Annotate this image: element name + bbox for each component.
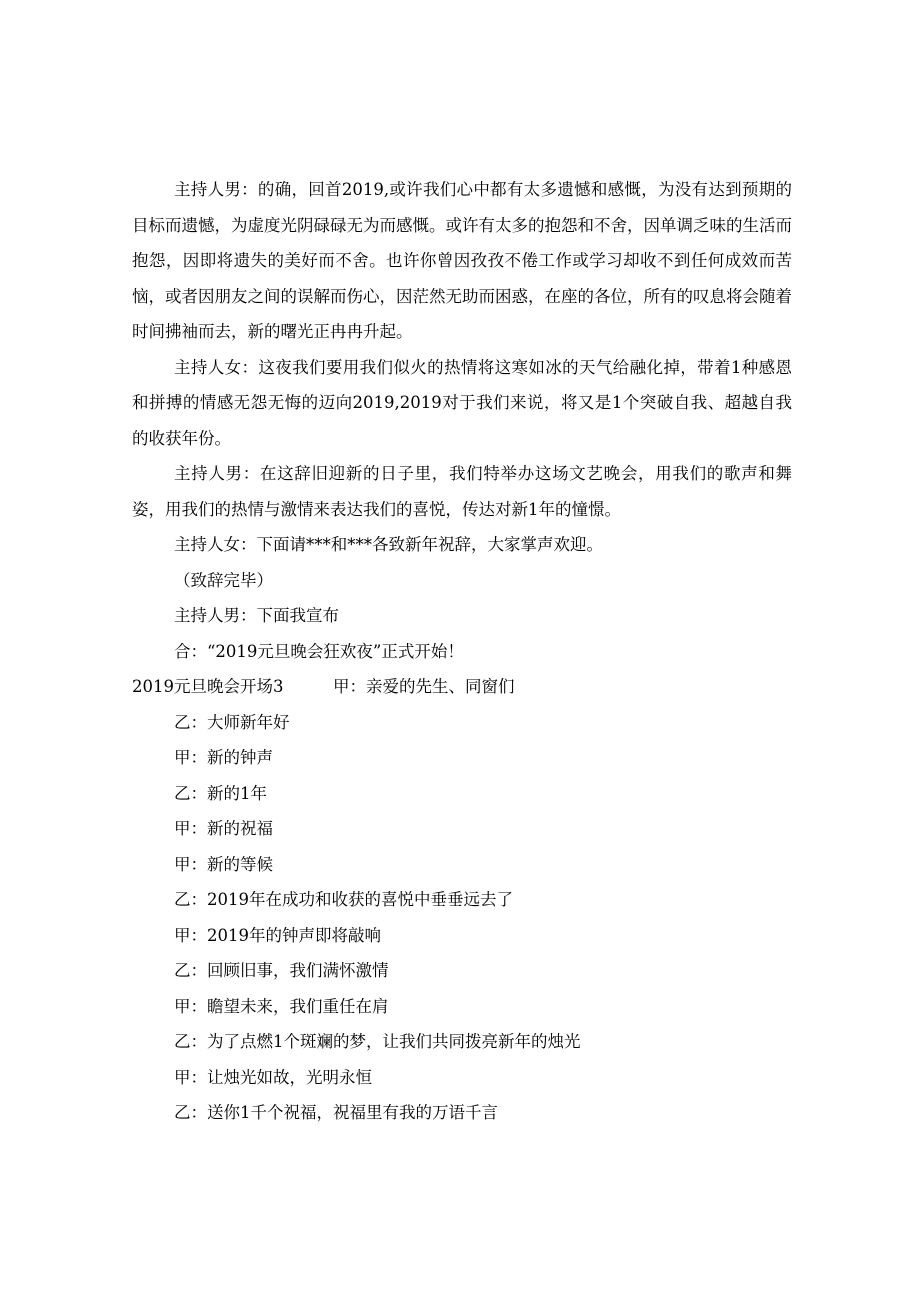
dialogue-line: 甲：瞻望未来，我们重任在肩 xyxy=(174,996,389,1016)
line-speech-finished: （致辞完毕） xyxy=(174,570,273,590)
paragraph-host-male-1: 主持人男：的确，回首2019,或许我们心中都有太多遗憾和感慨，为没有达到预期的目标而遗憾，为虚度光阴碌碌无为而感慨。或许有太多的抱怨和不舍，因单调乏味的生活而抱怨，因即将遗失的美好而不舍。也许你曾因孜孜不倦工作或学习却收不到任何成效而苦恼，或者因朋友之间的误解而伤心，因茫然无助而困惑，在座的各位，所有的叹息将会随着时间拂袖而去，新的曙光正冉冉升起。 xyxy=(132,180,792,341)
dialogue-line: 乙：回顾旧事，我们满怀激情 xyxy=(174,961,389,980)
document-body xyxy=(132,172,792,1131)
dialogue-line: 甲：新的等候 xyxy=(174,854,273,874)
dialogue-line: 甲：新的祝福 xyxy=(174,819,273,838)
dialogue-line: 甲：2019年的钟声即将敲响 xyxy=(174,925,381,945)
dialogue-line: 甲：让烛光如故，光明永恒 xyxy=(174,1067,372,1087)
paragraph-host-female-1: 主持人女：这夜我们要用我们似火的热情将这寒如冰的天气给融化掉，带着1种感恩和拼搏的情感无怨无悔的迈向2019,2019对于我们来说，将又是1个突破自我、超越自我的收获年份。 xyxy=(132,357,792,448)
line-host-male-announce: 主持人男：下面我宣布 xyxy=(174,606,339,625)
section-heading-line: 2019元旦晚会开场3 甲：亲爱的先生、同窗们 xyxy=(132,677,515,696)
line-together-start: 合：“2019元旦晚会狂欢夜”正式开始！ xyxy=(174,641,464,661)
line-host-female-speech: 主持人女：下面请***和***各致新年祝辞，大家掌声欢迎。 xyxy=(174,535,603,554)
dialogue-line: 乙：为了点燃1个斑斓的梦，让我们共同拨亮新年的烛光 xyxy=(174,1032,581,1051)
dialogue-line: 乙：2019年在成功和收获的喜悦中垂垂远去了 xyxy=(174,890,513,909)
dialogue-line: 乙：新的1年 xyxy=(174,783,267,803)
dialogue-line: 甲：新的钟声 xyxy=(174,748,273,767)
dialogue-line: 乙：送你1千个祝福，祝福里有我的万语千言 xyxy=(174,1103,498,1122)
dialogue-line: 乙：大师新年好 xyxy=(174,712,290,732)
paragraph-host-male-2: 主持人男：在这辞旧迎新的日子里，我们特举办这场文艺晚会，用我们的歌声和舞姿，用我们的热情与激情来表达我们的喜悦，传达对新1年的憧憬。 xyxy=(132,464,792,519)
